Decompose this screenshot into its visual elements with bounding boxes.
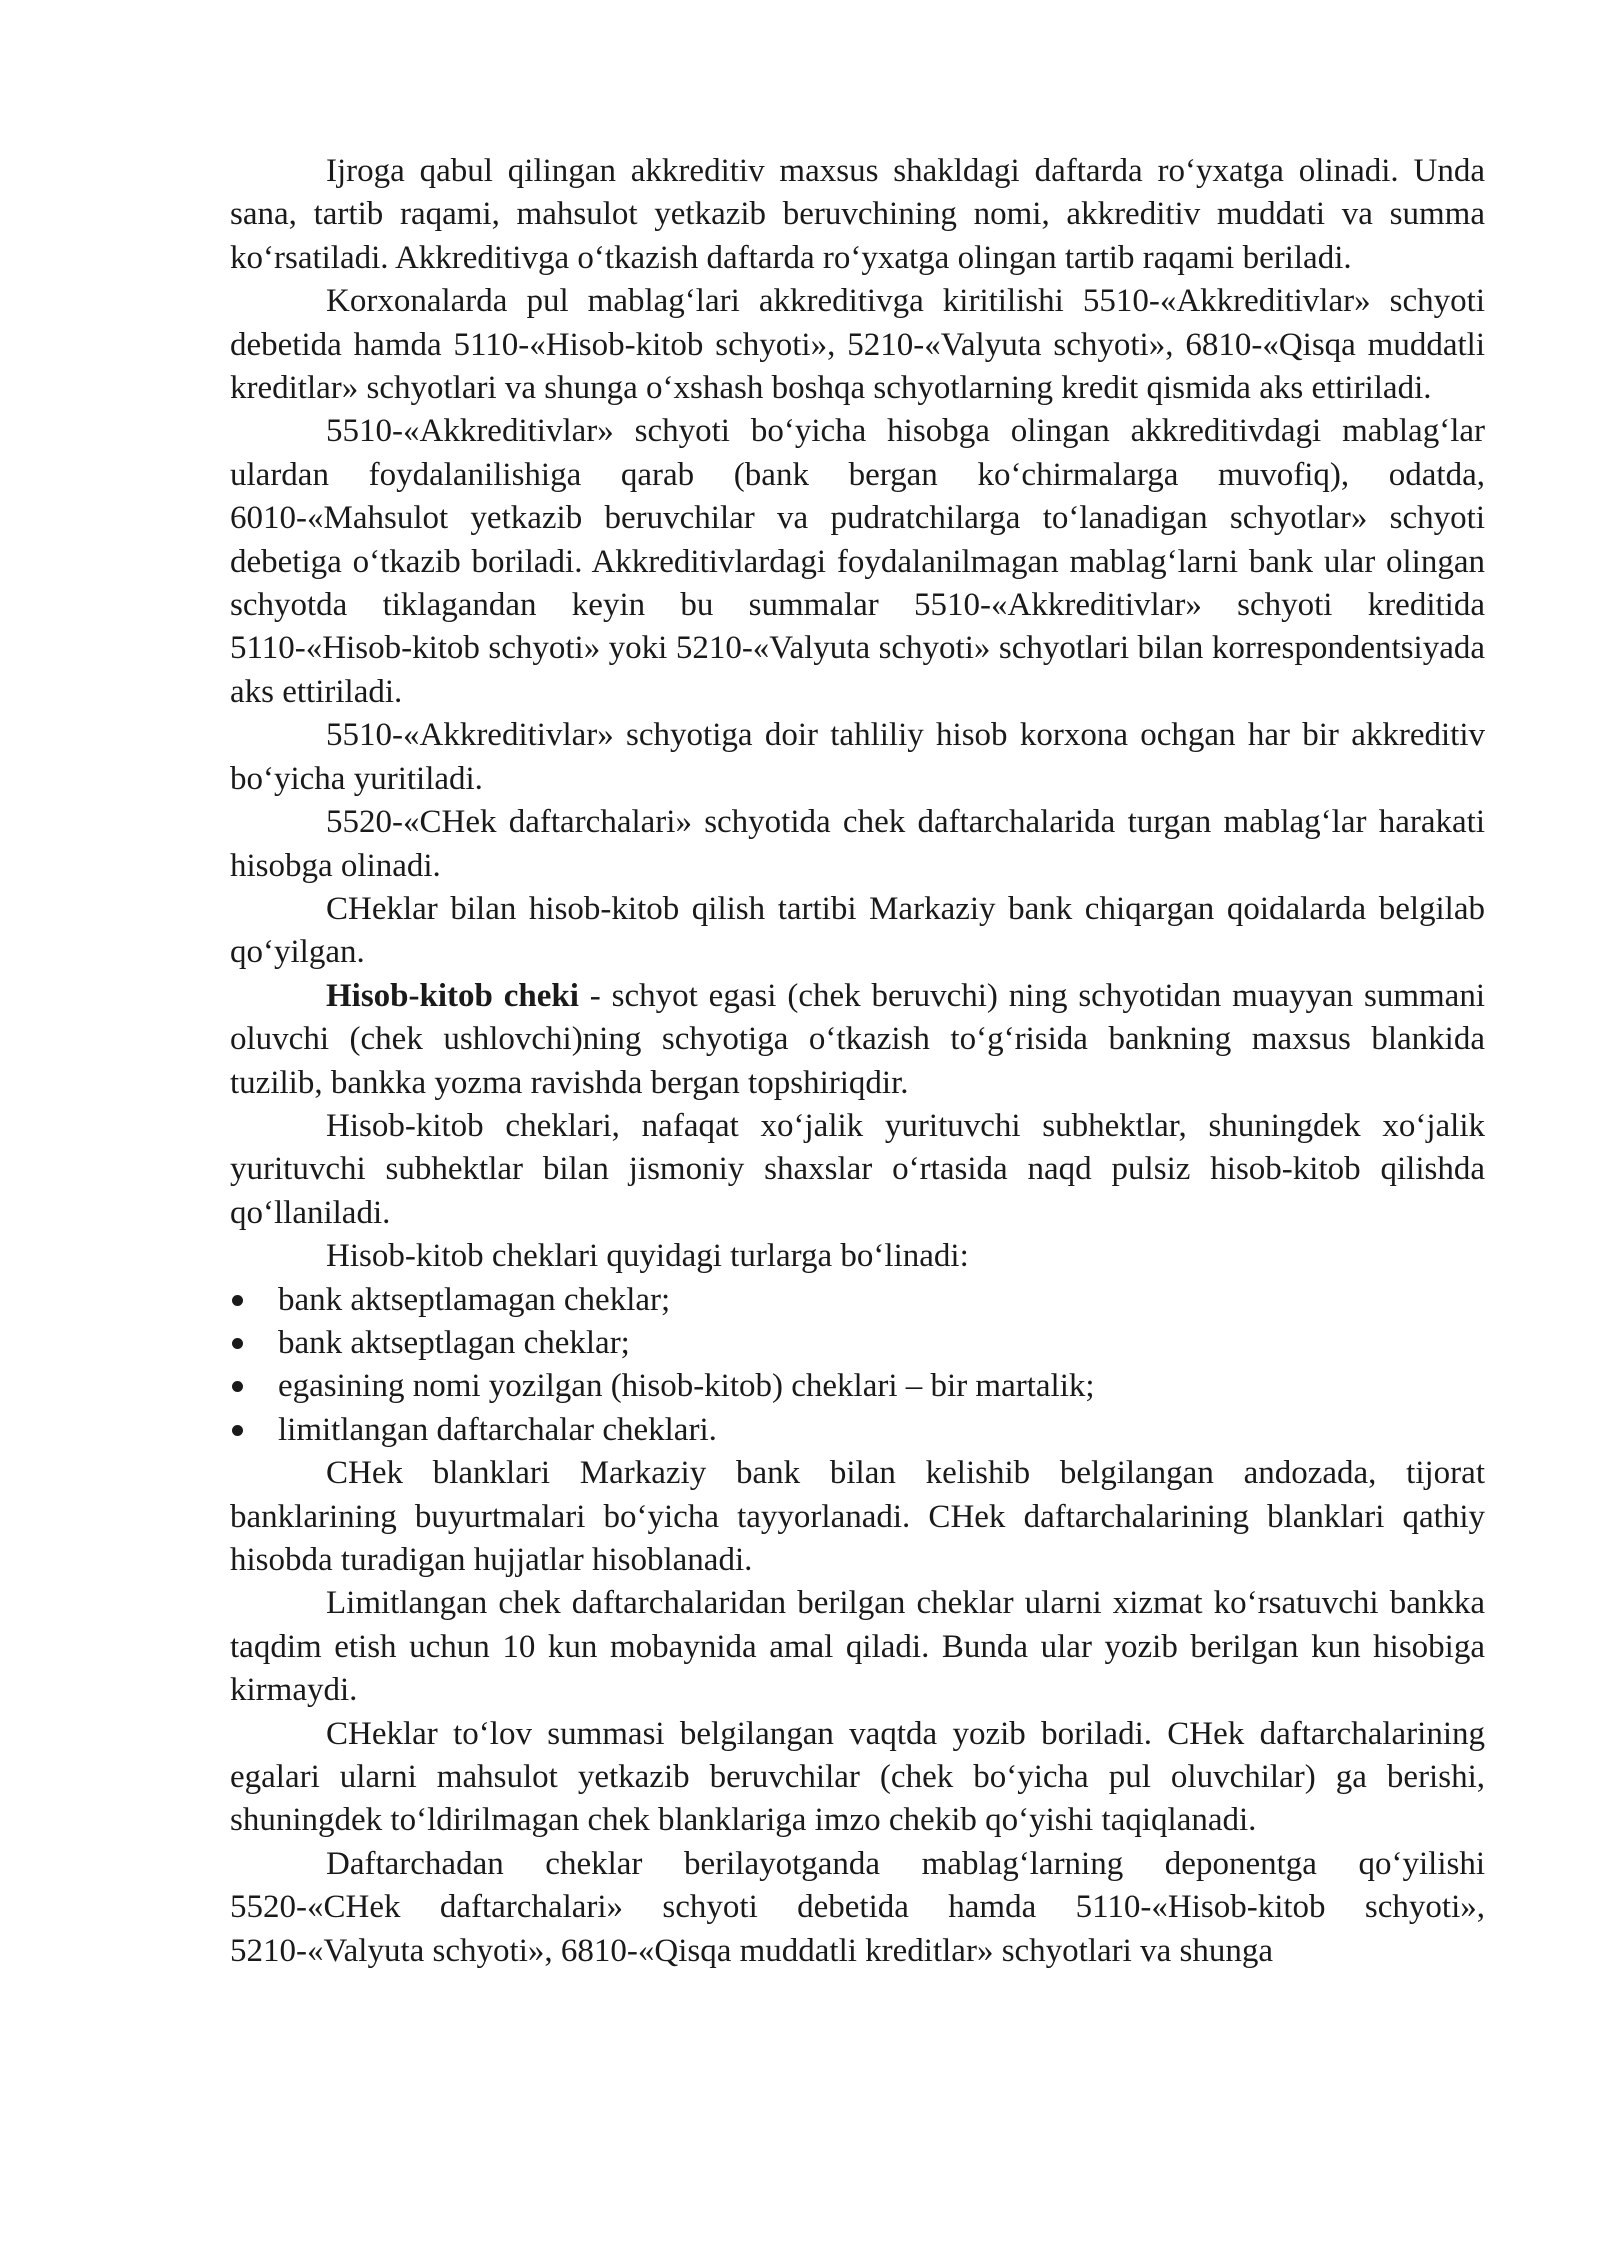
list-item-text: limitlangan daftarchalar cheklari. [278, 1411, 717, 1448]
bullet-icon [232, 1381, 243, 1392]
paragraph-analytic-5510: 5510-«Akkreditivlar» schyotiga doir tahliliy hisob korxona ochgan har bir akkreditiv boʻyicha yuritiladi. [230, 717, 1485, 797]
definition-term: Hisob-kitob cheki [326, 977, 579, 1014]
list-item-text: bank aktseptlamagan cheklar; [278, 1281, 671, 1318]
paragraph-5520: 5520-«CHek daftarchalari» schyotida chek daftarchalarida turgan mablagʻlar harakati hisobga olinadi. [230, 804, 1485, 884]
paragraph-transfer-6010: 5510-«Akkreditivlar» schyoti boʻyicha hisobga olingan akkreditivdagi mablagʻlar ulardan foydalanilishiga qarab (bank bergan koʻchirmalarga muvofiq), odatda, 6010-«Mahsulot yetkazib beruvchilar va pudratchilarga toʻlanadigan schyotlar» schyoti debetiga oʻtkazib boriladi. Akkreditivlardagi foydalanilmagan mablagʻlarni bank ular olingan schyotda tiklagandan keyin bu summalar 5510-«Akkreditivlar» schyoti kreditida 5110-«Hisob-kitob schyoti» yoki 5210-«Valyuta schyoti» schyotlari bilan korrespondentsiyada aks ettiriladi. [230, 413, 1485, 710]
paragraph-check-rules: CHeklar bilan hisob-kitob qilish tartibi Markaziy bank chiqargan qoidalarda belgilab qoʻyilgan. [230, 890, 1485, 971]
list-item [230, 1409, 1485, 1452]
bullet-icon [232, 1338, 243, 1349]
paragraph-check-amounts: CHeklar toʻlov summasi belgilangan vaqtda yozib boriladi. CHek daftarchalarining egalari ularni mahsulot yetkazib beruvchilar (chek boʻyicha pul oluvchilar) ga berishi, shuningdek toʻldirilmagan chek blanklariga imzo chekib qoʻyishi taqiqlanadi. [230, 1715, 1485, 1839]
paragraph-registration: Ijroga qabul qilingan akkreditiv maxsus shakldagi daftarda roʻyxatga olinadi. Unda sana, tartib raqami, mahsulot yetkazib beruvchining nomi, akkreditiv muddati va summa koʻrsatiladi. Akkreditivga oʻtkazish daftarda roʻyxatga olingan tartib raqami beriladi. [230, 153, 1485, 276]
list-item [230, 1322, 1485, 1365]
bullet-icon [232, 1295, 243, 1306]
paragraph-limited-checks: Limitlangan chek daftarchalaridan berilgan cheklar ularni xizmat koʻrsatuvchi bankka taqdim etish uchun 10 kun mobaynida amal qiladi. Bunda ular yozib berilgan kun hisobiga kirmaydi. [230, 1585, 1485, 1709]
check-types-list [230, 1279, 1485, 1453]
document-page [230, 150, 1485, 1973]
paragraph-blanks: CHek blanklari Markaziy bank bilan kelishib belgilangan andozada, tijorat banklarining buyurtmalari boʻyicha tayyorlanadi. CHek daftarchalarining blanklari qathiy hisobda turadigan hujjatlar hisoblanadi. [230, 1455, 1485, 1578]
list-item-text: bank aktseptlagan cheklar; [278, 1324, 630, 1361]
paragraph-usage: Hisob-kitob cheklari, nafaqat xoʻjalik yurituvchi subhektlar, shuningdek xoʻjalik yurituvchi subhektlar bilan jismoniy shaxslar oʻrtasida naqd pulsiz hisob-kitob qilishda qoʻllaniladi. [230, 1107, 1485, 1231]
definition-text: - schyot egasi (chek beruvchi) ning schyotidan muayyan summani oluvchi (chek ushlovchi)ning schyotiga oʻtkazish toʻgʻrisida bankning maxsus blankida tuzilib, bankka yozma ravishda bergan topshiriqdir. [230, 977, 1485, 1101]
bullet-icon [232, 1425, 243, 1436]
list-item [230, 1279, 1485, 1322]
paragraph-deposit: Daftarchadan cheklar berilayotganda mablagʻlarning deponentga qoʻyilishi 5520-«CHek daftarchalari» schyoti debetida hamda 5110-«Hisob-kitob schyoti», 5210-«Valyuta schyoti», 6810-«Qisqa muddatli kreditlar» schyotlari va shunga [230, 1845, 1485, 1969]
paragraph-types-intro: Hisob-kitob cheklari quyidagi turlarga boʻlinadi: [326, 1238, 969, 1275]
paragraph-definition [230, 975, 1485, 1105]
paragraph-debit-5510: Korxonalarda pul mablagʻlari akkreditivga kiritilishi 5510-«Akkreditivlar» schyoti debetida hamda 5110-«Hisob-kitob schyoti», 5210-«Valyuta schyoti», 6810-«Qisqa muddatli kreditlar» schyotlari va shunga oʻxshash boshqa schyotlarning kredit qismida aks ettiriladi. [230, 283, 1485, 407]
list-item-text: egasining nomi yozilgan (hisob-kitob) cheklari – bir martalik; [278, 1368, 1095, 1405]
list-item [230, 1365, 1485, 1408]
